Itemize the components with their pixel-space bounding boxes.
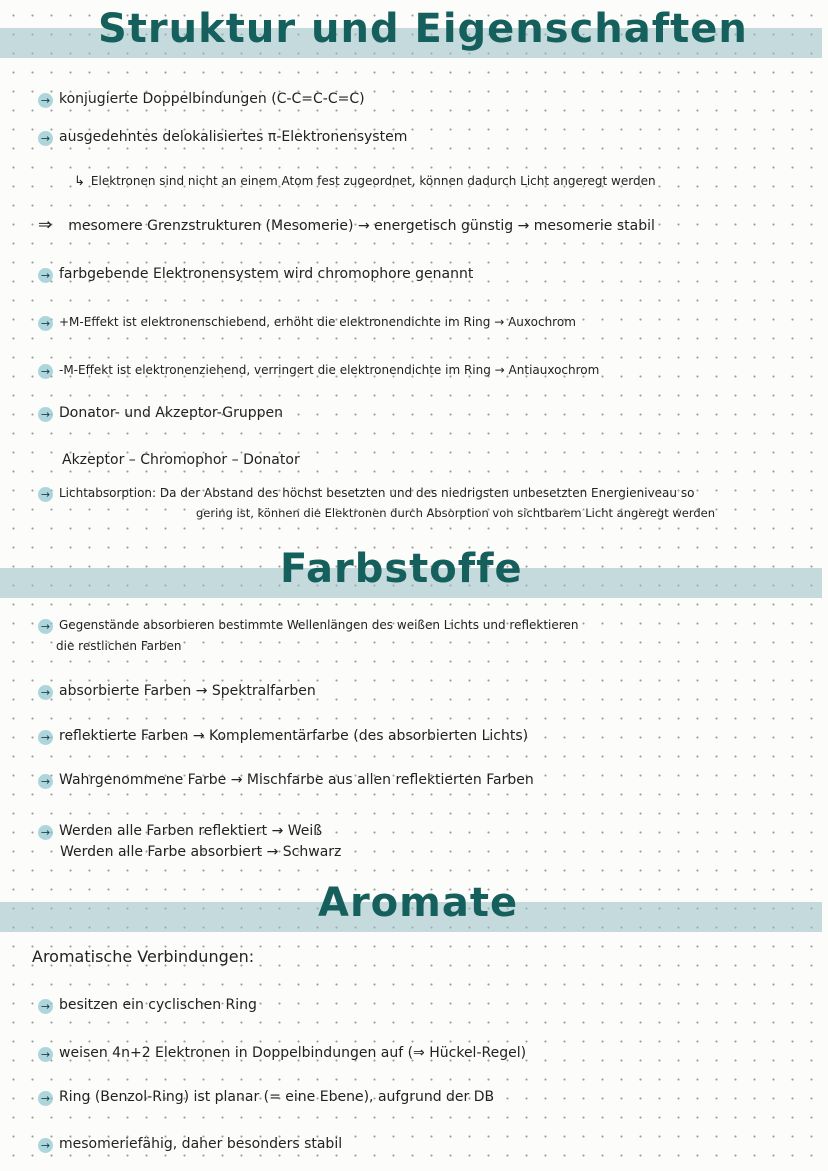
note-text: Werden alle Farbe absorbiert → Schwarz xyxy=(60,844,342,860)
arrow-bullet-icon: → xyxy=(38,93,53,108)
note-text: -M-Effekt ist elektronenziehend, verringert die elektronendichte im Ring → Antiauxochrom xyxy=(59,363,600,377)
note-text: ausgedehntes delokalisiertes π-Elektronensystem xyxy=(59,129,408,145)
note-text: Elektronen sind nicht an einem Atom fest zugeordnet, können dadurch Licht angeregt werden xyxy=(90,174,656,188)
arrow-bullet-icon: → xyxy=(38,1091,53,1106)
arrow-bullet-icon: → xyxy=(38,364,53,379)
arrow-bullet-icon: → xyxy=(38,316,53,331)
arrow-bullet-icon: → xyxy=(38,131,53,146)
note-text-continued: gering ist, können die Elektronen durch Absorption von sichtbarem Licht angeregt werden xyxy=(196,506,716,520)
note-text: die restlichen Farben xyxy=(56,639,182,653)
note-text: Ring (Benzol-Ring) ist planar (= eine Ebene), aufgrund der DB xyxy=(59,1089,495,1105)
heading-struktur: Struktur und Eigenschaften xyxy=(98,6,748,52)
note-line xyxy=(60,843,800,861)
note-text: reflektierte Farben → Komplementärfarbe (des absorbierten Lichts) xyxy=(59,728,529,744)
arrow-bullet-icon: → xyxy=(38,825,53,840)
note-text: Akzeptor – Chromophor – Donator xyxy=(62,452,300,468)
implies-icon: ⇒ xyxy=(38,215,53,235)
note-line xyxy=(38,265,800,283)
note-line xyxy=(38,216,800,235)
arrow-bullet-icon: → xyxy=(38,730,53,745)
note-line xyxy=(38,727,800,745)
arrow-bullet-icon: → xyxy=(38,268,53,283)
note-line xyxy=(62,451,800,469)
arrow-bullet-icon: → xyxy=(38,774,53,789)
note-text: Wahrgenommene Farbe → Mischfarbe aus allen reflektierten Farben xyxy=(59,772,534,788)
note-line xyxy=(38,682,800,700)
arrow-bullet-icon: → xyxy=(38,1047,53,1062)
note-line xyxy=(38,404,800,422)
arrow-bullet-icon: → xyxy=(38,407,53,422)
heading-farbstoffe: Farbstoffe xyxy=(280,546,523,592)
note-text: +M-Effekt ist elektronenschiebend, erhöht die elektronendichte im Ring → Auxochrom xyxy=(59,315,576,329)
arrow-bullet-icon: → xyxy=(38,685,53,700)
note-text: Donator- und Akzeptor-Gruppen xyxy=(59,405,284,421)
note-line xyxy=(38,313,800,331)
heading-aromate: Aromate xyxy=(318,880,519,926)
note-text: Aromatische Verbindungen: xyxy=(32,948,255,966)
note-line xyxy=(38,361,800,379)
note-line xyxy=(56,637,800,655)
note-text: Werden alle Farben reflektiert → Weiß xyxy=(59,823,323,839)
note-text: farbgebende Elektronensystem wird chromophore genannt xyxy=(59,266,474,282)
note-line xyxy=(38,90,800,108)
note-text: mesomeriefähig, daher besonders stabil xyxy=(59,1136,343,1152)
note-line xyxy=(38,1044,800,1062)
note-line xyxy=(74,172,800,191)
aromate-intro xyxy=(32,948,800,966)
note-line xyxy=(38,822,800,840)
note-text: konjugierte Doppelbindungen (C-C=C-C=C) xyxy=(59,91,365,107)
arrow-bullet-icon: → xyxy=(38,999,53,1014)
note-line xyxy=(38,128,800,146)
arrow-bullet-icon: → xyxy=(38,619,53,634)
note-line xyxy=(38,771,800,789)
note-line xyxy=(38,1088,800,1106)
arrow-bullet-icon: → xyxy=(38,1138,53,1153)
note-text: mesomere Grenzstrukturen (Mesomerie) → energetisch günstig → mesomerie stabil xyxy=(68,218,655,234)
note-line xyxy=(38,616,800,634)
note-line xyxy=(38,484,800,502)
note-text: absorbierte Farben → Spektralfarben xyxy=(59,683,316,699)
note-line xyxy=(38,1135,800,1153)
note-text: weisen 4n+2 Elektronen in Doppelbindungen auf (⇒ Hückel-Regel) xyxy=(59,1045,527,1061)
note-text: Gegenstände absorbieren bestimmte Wellenlängen des weißen Lichts und reflektieren xyxy=(59,618,579,632)
note-text: Lichtabsorption: Da der Abstand des höchst besetzten und des niedrigsten unbesetzten Energieniveau so xyxy=(59,486,695,500)
note-text: besitzen ein cyclischen Ring xyxy=(59,997,257,1013)
note-line xyxy=(38,996,800,1014)
sub-arrow-icon: ↳ xyxy=(74,174,85,189)
arrow-bullet-icon: → xyxy=(38,487,53,502)
